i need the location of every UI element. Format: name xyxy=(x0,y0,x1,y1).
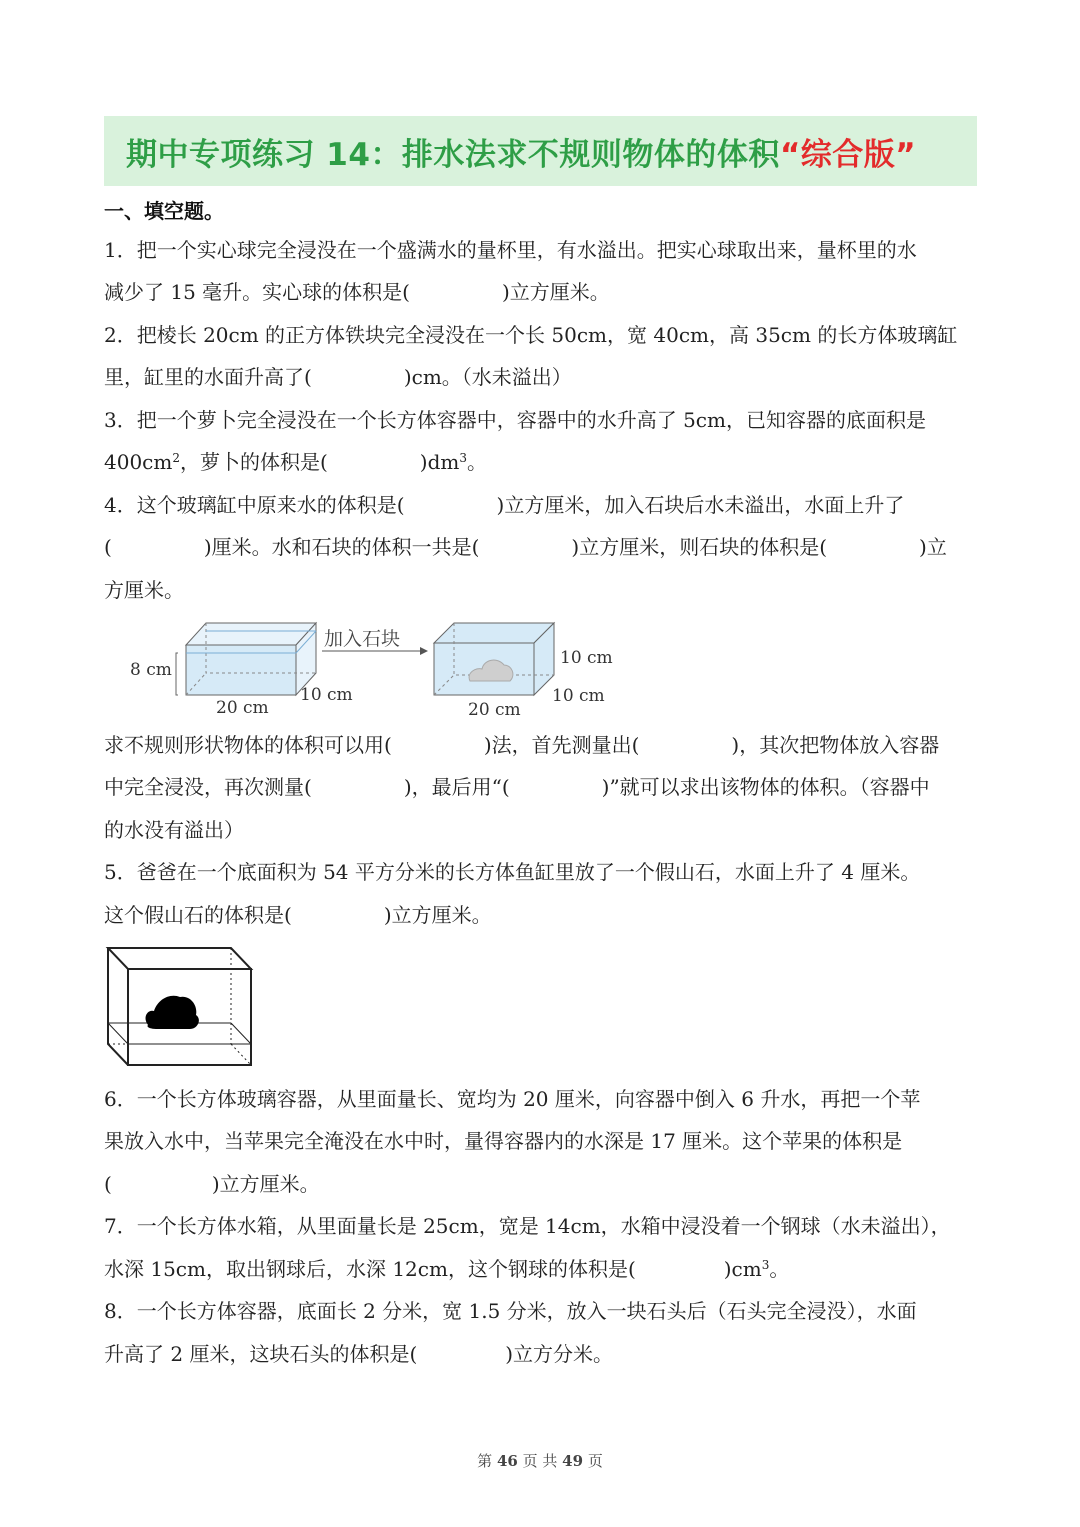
title-banner xyxy=(104,116,977,186)
q4-text-f: )立 xyxy=(919,535,947,559)
q6-text-b: )立方厘米。 xyxy=(211,1172,320,1196)
current-page-number: 46 xyxy=(496,1452,518,1470)
q6-text-a: ( xyxy=(104,1172,112,1196)
q4-para-a: 求不规则形状物体的体积可以用( xyxy=(104,733,392,757)
title-main: 期中专项练习 14：排水法求不规则物体的体积 xyxy=(126,136,780,173)
q1-text-a: 减少了 15 毫升。实心球的体积是( xyxy=(104,280,410,304)
footer-middle: 页 共 xyxy=(522,1452,558,1470)
q4-line-1 xyxy=(104,491,984,519)
q4-para-line-2 xyxy=(104,773,984,801)
q3-line-2 xyxy=(104,448,984,476)
q2-text-b: )cm。（水未溢出） xyxy=(403,365,572,389)
q1-text-b: )立方厘米。 xyxy=(501,280,610,304)
q8-text-a: 升高了 2 厘米，这块石头的体积是( xyxy=(104,1342,418,1366)
q5-line-2 xyxy=(104,901,984,929)
title-accent: “综合版” xyxy=(779,136,917,173)
width-label-left: 10 cm xyxy=(300,685,353,705)
q4-text-b: )立方厘米，加入石块后水未溢出，水面上升了 xyxy=(496,493,905,517)
tank-before-figure xyxy=(176,623,316,695)
footer-prefix: 第 xyxy=(477,1452,493,1470)
q4-para-line-1 xyxy=(104,731,984,759)
q3-text-c: )dm xyxy=(419,450,460,474)
q2-text-a: 里，缸里的水面升高了( xyxy=(104,365,312,389)
q3-sup-2: 3 xyxy=(459,451,468,465)
q4-para-d: 中完全浸没，再次测量( xyxy=(104,775,312,799)
width-label-right: 10 cm xyxy=(552,686,605,706)
height-label-left: 8 cm xyxy=(130,660,172,680)
q4-text-a: 4．这个玻璃缸中原来水的体积是( xyxy=(104,493,405,517)
q1-line-1: 1．把一个实心球完全浸没在一个盛满水的量杯里，有水溢出。把实心球取出来，量杯里的水 xyxy=(104,238,917,262)
q1-line-2 xyxy=(104,278,984,306)
q7-text-a: 水深 15cm，取出钢球后，水深 12cm，这个钢球的体积是( xyxy=(104,1257,636,1281)
q7-line-2 xyxy=(104,1255,984,1283)
q3-sup-1: 2 xyxy=(172,451,180,465)
q6-line-3 xyxy=(104,1170,984,1198)
q4-para-f: )”就可以求出该物体的体积。（容器中 xyxy=(601,775,930,799)
q8-line-1: 8．一个长方体容器，底面长 2 分米，宽 1.5 分米，放入一块石头后（石头完全浸没），水面 xyxy=(104,1299,917,1323)
q3-text-b: ，萝卜的体积是( xyxy=(179,450,328,474)
q3-text-d: 。 xyxy=(467,450,488,474)
q7-line-1: 7．一个长方体水箱，从里面量长是 25cm，宽是 14cm，水箱中浸没着一个钢球（水未溢出）， xyxy=(104,1214,951,1238)
q4-text-d: )厘米。水和石块的体积一共是( xyxy=(203,535,480,559)
q3-text-a: 400cm xyxy=(104,450,173,474)
q3-line-1: 3．把一个萝卜完全浸没在一个长方体容器中，容器中的水升高了 5cm，已知容器的底面积是 xyxy=(104,408,926,432)
length-label-right: 20 cm xyxy=(468,700,521,720)
total-page-count: 49 xyxy=(562,1452,584,1470)
q4-diagram xyxy=(120,615,620,725)
section-heading: 一、填空题。 xyxy=(104,199,224,223)
q8-text-b: )立方分米。 xyxy=(505,1342,614,1366)
length-label-left: 20 cm xyxy=(216,698,269,718)
q5-line-1: 5．爸爸在一个底面积为 54 平方分米的长方体鱼缸里放了一个假山石，水面上升了 4 厘米。 xyxy=(104,860,921,884)
q4-para-e: )，最后用“( xyxy=(403,775,510,799)
q6-line-2: 果放入水中，当苹果完全淹没在水中时，量得容器内的水深是 17 厘米。这个苹果的体积是 xyxy=(104,1129,903,1153)
arrow-label: 加入石块 xyxy=(324,628,401,650)
q8-line-2 xyxy=(104,1340,984,1368)
q4-para-c: )，其次把物体放入容器 xyxy=(731,733,940,757)
q7-text-c: 。 xyxy=(769,1257,790,1281)
q5-text-b: )立方厘米。 xyxy=(383,903,492,927)
q4-text-e: )立方厘米，则石块的体积是( xyxy=(571,535,828,559)
q4-line-2 xyxy=(104,533,984,561)
rock-shape xyxy=(146,996,199,1029)
q2-line-1: 2．把棱长 20cm 的正方体铁块完全浸没在一个长 50cm，宽 40cm，高 35cm 的长方体玻璃缸 xyxy=(104,323,958,347)
q2-line-2 xyxy=(104,363,984,391)
q7-text-b: )cm xyxy=(723,1257,762,1281)
q5-text-a: 这个假山石的体积是( xyxy=(104,903,292,927)
q7-sup: 3 xyxy=(761,1258,770,1272)
footer-suffix: 页 xyxy=(587,1452,603,1470)
q4-line-3: 方厘米。 xyxy=(104,578,184,602)
tank-after-figure xyxy=(434,623,554,695)
q4-para-line-3: 的水没有溢出） xyxy=(104,818,244,842)
q4-text-c: ( xyxy=(104,535,112,559)
height-label-right: 10 cm xyxy=(560,648,613,668)
q6-line-1: 6．一个长方体玻璃容器，从里面量长、宽均为 20 厘米，向容器中倒入 6 升水，再把一个苹 xyxy=(104,1087,921,1111)
q4-para-b: )法，首先测量出( xyxy=(483,733,640,757)
fish-tank-figure xyxy=(104,945,256,1070)
page-title xyxy=(126,129,916,174)
page-footer xyxy=(0,1450,1080,1471)
